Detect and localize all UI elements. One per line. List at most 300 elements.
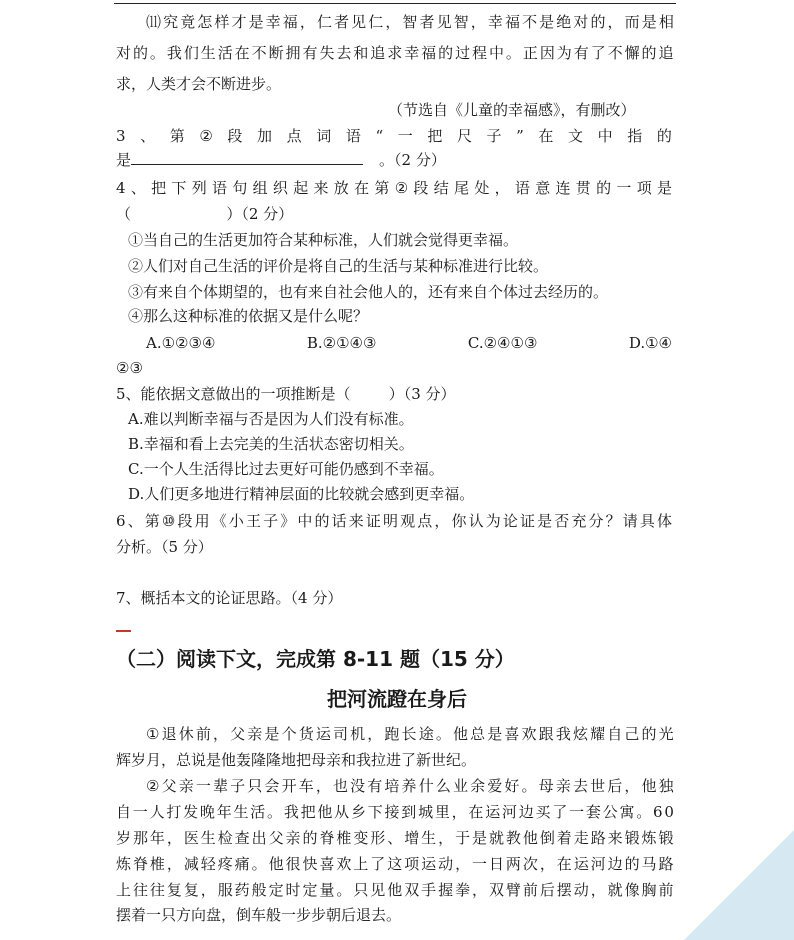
char: 椎	[336, 829, 352, 847]
char: 下	[367, 803, 383, 821]
char: 把	[300, 803, 316, 821]
q3-token: 第	[169, 127, 185, 145]
char: 段	[177, 512, 193, 530]
q3-token: 加	[257, 127, 273, 145]
char: 这	[387, 855, 403, 873]
char: 业	[452, 777, 468, 795]
char: 话	[331, 512, 347, 530]
q3-token: 中	[597, 127, 613, 145]
char: 检	[217, 829, 233, 847]
char: 很	[285, 855, 301, 873]
char: 是	[641, 13, 657, 31]
char: 那	[132, 829, 148, 847]
char: 幸	[404, 44, 420, 62]
char: 晚	[199, 803, 215, 821]
char: 走	[573, 829, 589, 847]
char: 炼	[116, 855, 132, 873]
char: 休	[178, 725, 194, 743]
char: 年	[149, 829, 165, 847]
char: 他	[522, 829, 538, 847]
char: 买	[535, 803, 551, 821]
char: 王	[245, 512, 261, 530]
char: 论	[502, 512, 518, 530]
char: 、	[387, 829, 403, 847]
corner-decoration	[684, 830, 794, 940]
char: 余	[470, 777, 486, 795]
q4-option-d-wrap: ②③	[116, 359, 143, 377]
char: 臂	[505, 881, 521, 899]
char: 竟	[180, 13, 196, 31]
char: 了	[590, 44, 606, 62]
char: 好	[504, 777, 520, 795]
char: 我	[283, 803, 299, 821]
char: 明	[382, 512, 398, 530]
q3-score: 。（2 分）	[379, 151, 446, 169]
char: 。	[336, 881, 352, 899]
char: 。	[267, 803, 283, 821]
char: ，	[590, 881, 606, 899]
char: 幸	[265, 13, 281, 31]
char: 锻	[624, 829, 640, 847]
char: 养	[401, 777, 417, 795]
char: 一	[195, 777, 211, 795]
char: 查	[234, 829, 250, 847]
char: 正	[522, 44, 538, 62]
char: 机	[350, 725, 366, 743]
q3-token: “	[375, 127, 384, 145]
char: 对	[573, 13, 589, 31]
char: 怎	[197, 13, 213, 31]
char: 点	[417, 512, 433, 530]
char: 边	[607, 855, 623, 873]
char: 他	[641, 777, 657, 795]
char: 里	[434, 803, 450, 821]
char: 去	[336, 44, 352, 62]
char: 。	[435, 725, 451, 743]
char: 前	[522, 881, 538, 899]
char: 活	[217, 44, 233, 62]
q4-option-b[interactable]: B.②①④③	[306, 334, 377, 352]
char: 己	[624, 725, 640, 743]
char: 的	[624, 855, 640, 873]
char: 长	[401, 725, 417, 743]
char: ，	[434, 512, 450, 530]
char: 前	[195, 725, 211, 743]
char: 对	[116, 44, 132, 62]
char: 会	[264, 777, 280, 795]
section-2-heading: （二）阅读下文，完成第 8-11 题（15 分）	[116, 647, 515, 671]
q3-token: 指	[627, 127, 643, 145]
q3-token: 词	[316, 127, 332, 145]
char: 服	[217, 881, 233, 899]
char: 样	[214, 13, 230, 31]
q4-sentence-4: ④那么这种标准的依据又是什么呢？	[128, 307, 369, 325]
char: 。	[149, 44, 165, 62]
q3-token: 点	[286, 127, 302, 145]
char: 程	[472, 44, 488, 62]
q3-token: 语	[345, 127, 361, 145]
char: 于	[455, 829, 471, 847]
char: 过	[455, 44, 471, 62]
char: 炫	[572, 725, 588, 743]
article-line-6	[116, 854, 674, 874]
char: 变	[353, 829, 369, 847]
char: 0	[664, 803, 674, 821]
char: 亲	[285, 829, 301, 847]
char: 开	[281, 777, 297, 795]
q5-option-b[interactable]: B.幸福和看上去完美的生活状态密切相关。	[128, 435, 414, 453]
char: 见	[436, 13, 452, 31]
char: ，	[470, 13, 486, 31]
char: 培	[384, 777, 400, 795]
char: 智	[453, 13, 469, 31]
char: 者	[334, 13, 350, 31]
char: 光	[658, 725, 674, 743]
source-citation: （节选自《儿童的幸福感》，有删改）	[388, 101, 636, 119]
char: 年	[216, 803, 232, 821]
char: 是	[656, 179, 672, 197]
char: 。	[636, 803, 652, 821]
char: 不	[607, 44, 623, 62]
char: 》	[280, 512, 296, 530]
char: 量	[319, 881, 335, 899]
article-line-5	[116, 828, 674, 848]
char: 项	[404, 855, 420, 873]
char: 见	[351, 13, 367, 31]
char: 贯	[575, 179, 591, 197]
question-3-line-1	[116, 126, 672, 146]
char: 证	[365, 512, 381, 530]
char: 自	[116, 803, 132, 821]
char: 6	[653, 803, 663, 821]
char: 胸	[641, 881, 657, 899]
char: 究	[163, 13, 179, 31]
char: 动	[438, 855, 454, 873]
char: 炼	[641, 829, 657, 847]
char: 运	[485, 803, 501, 821]
q3-token: 把	[427, 127, 443, 145]
char: 了	[552, 803, 568, 821]
q3-prefix: 是	[116, 151, 132, 169]
char: 马	[641, 855, 657, 873]
char: ⑾	[146, 13, 162, 31]
red-mark	[116, 630, 131, 632]
char: 福	[504, 13, 520, 31]
char: 织	[272, 179, 288, 197]
char: 懈	[624, 44, 640, 62]
char: 倒	[539, 829, 555, 847]
char: ？	[605, 512, 621, 530]
char: 到	[401, 803, 417, 821]
char: 司	[332, 725, 348, 743]
char: 列	[191, 179, 207, 197]
char: 们	[183, 44, 199, 62]
char: 亲	[555, 777, 571, 795]
char: 生	[421, 829, 437, 847]
article-line-7	[116, 880, 674, 900]
char: ，	[299, 13, 315, 31]
article-line-2: 辉岁月，总说是他轰隆隆地把母亲和我拉进了新世纪。	[116, 751, 477, 769]
char: 请	[622, 512, 638, 530]
char: 智	[402, 13, 418, 31]
char: 爱	[487, 777, 503, 795]
char: 意	[535, 179, 551, 197]
char: 轻	[200, 855, 216, 873]
article-title: 把河流蹬在身后	[327, 687, 467, 711]
char: 母	[538, 777, 554, 795]
q3-token: 、	[140, 127, 156, 145]
char: 福	[282, 13, 298, 31]
char: 断	[268, 44, 284, 62]
char: 我	[555, 725, 571, 743]
char: 后	[539, 881, 555, 899]
q3-token: 的	[656, 127, 672, 145]
char: ，	[539, 855, 555, 873]
char: ，	[367, 725, 383, 743]
char: 上	[353, 855, 369, 873]
char: 两	[505, 855, 521, 873]
char: 出	[251, 829, 267, 847]
char: 和	[353, 44, 369, 62]
char: 打	[166, 803, 182, 821]
char: 他	[452, 725, 468, 743]
q5-option-a[interactable]: A.难以判断幸福与否是因为人们没有标准。	[128, 410, 414, 428]
q4-sentence-3: ③有来自个体期望的，也有来自社会他人的，还有来自个体过去经历的。	[128, 283, 609, 301]
char: 一	[569, 803, 585, 821]
char: 只	[353, 881, 369, 899]
char: 组	[252, 179, 268, 197]
char: 为	[556, 44, 572, 62]
char: 处	[474, 179, 490, 197]
char: 上	[116, 881, 132, 899]
char: 退	[161, 725, 177, 743]
char: 像	[624, 881, 640, 899]
char: 套	[585, 803, 601, 821]
char: 求	[387, 44, 403, 62]
char: 活	[250, 803, 266, 821]
char: 后	[607, 777, 623, 795]
char: ①	[146, 725, 160, 743]
char: 往	[149, 881, 165, 899]
char: 总	[470, 725, 486, 743]
char: 增	[404, 829, 420, 847]
q3-token: 段	[227, 127, 243, 145]
char: 也	[332, 777, 348, 795]
char: 跑	[384, 725, 400, 743]
char: 。	[251, 855, 267, 873]
char: ，	[607, 13, 623, 31]
char: 父	[230, 725, 246, 743]
char: ，	[438, 829, 454, 847]
char: 时	[285, 881, 301, 899]
char: ，	[455, 855, 471, 873]
char: 什	[418, 777, 434, 795]
q5-option-c[interactable]: C.一个人生活得比过去更好可能仍感到不幸福。	[128, 460, 444, 478]
q3-token: ”	[516, 127, 524, 145]
char: 不	[522, 13, 538, 31]
q5-option-d[interactable]: D.人们更多地进行精神层面的比较就会感到更幸福。	[128, 485, 475, 503]
question-5-stem: 5、能依据文意做出的一项推断是（ ）（3 分）	[116, 385, 456, 403]
char: 。	[505, 44, 521, 62]
char: 才	[231, 13, 247, 31]
char: 把	[151, 179, 167, 197]
char: 中	[488, 44, 504, 62]
q4-option-d[interactable]: D.①④	[628, 334, 672, 352]
char: 生	[200, 829, 216, 847]
char: 河	[590, 855, 606, 873]
char: 语	[212, 179, 228, 197]
passage-line-1	[146, 12, 674, 32]
char: 因	[539, 44, 555, 62]
q3-token: 在	[538, 127, 554, 145]
char: 在	[468, 803, 484, 821]
char: 有	[302, 44, 318, 62]
passage-line-2	[116, 43, 674, 63]
char: 亲	[247, 725, 263, 743]
char: 就	[607, 881, 623, 899]
char: 充	[571, 512, 587, 530]
char: 个	[281, 725, 297, 743]
char: 《	[211, 512, 227, 530]
char: 定	[268, 881, 284, 899]
q3-token: 3	[116, 127, 126, 145]
char: 结	[433, 179, 449, 197]
char: 摆	[556, 881, 572, 899]
char: 小	[228, 512, 244, 530]
answer-blank[interactable]	[131, 150, 363, 165]
char: 没	[350, 777, 366, 795]
top-rule	[114, 3, 676, 4]
char: 来	[313, 179, 329, 197]
char: 在	[354, 179, 370, 197]
char: 认	[468, 512, 484, 530]
article-line-1	[146, 724, 674, 744]
char: 世	[590, 777, 606, 795]
char: 见	[370, 881, 386, 899]
char: 是	[248, 13, 264, 31]
char: 形	[370, 829, 386, 847]
char: 仁	[316, 13, 332, 31]
char: 前	[658, 881, 674, 899]
char: 他	[268, 855, 284, 873]
char: 快	[302, 855, 318, 873]
char: ②	[146, 777, 160, 795]
char: 么	[435, 777, 451, 795]
char: 复	[183, 881, 199, 899]
question-7: 7、概括本文的论证思路。（4 分）	[116, 589, 343, 607]
char: 否	[554, 512, 570, 530]
char: 起	[293, 179, 309, 197]
char: 。	[521, 777, 537, 795]
char: 的	[641, 44, 657, 62]
char: ，	[200, 881, 216, 899]
passage-line-3: 求，人类才会不断进步。	[116, 75, 282, 93]
char: 日	[488, 855, 504, 873]
char: 独	[658, 777, 674, 795]
char: 他	[317, 803, 333, 821]
char: 去	[572, 777, 588, 795]
char: 路	[658, 855, 674, 873]
char: 生	[200, 44, 216, 62]
char: 证	[519, 512, 535, 530]
question-6-line-2: 分析。（5 分）	[116, 538, 213, 556]
char: 追	[370, 44, 386, 62]
char: 子	[230, 777, 246, 795]
char: 往	[132, 881, 148, 899]
q3-token: 尺	[456, 127, 472, 145]
char: 动	[573, 881, 589, 899]
char: 河	[501, 803, 517, 821]
char: 连	[555, 179, 571, 197]
char: 的	[590, 13, 606, 31]
char: ，	[624, 777, 640, 795]
char: ，	[494, 179, 510, 197]
char: 、	[130, 179, 146, 197]
char: 仁	[368, 13, 384, 31]
char: 椎	[149, 855, 165, 873]
char: 幸	[487, 13, 503, 31]
char: 欢	[521, 725, 537, 743]
char: 来	[607, 829, 623, 847]
char: 欢	[336, 855, 352, 873]
char: 有	[573, 44, 589, 62]
char: 一	[472, 855, 488, 873]
char: ，	[213, 725, 229, 743]
char: 段	[413, 179, 429, 197]
q3-token: 文	[568, 127, 584, 145]
char: 疼	[217, 855, 233, 873]
char: 拳	[455, 881, 471, 899]
q4-option-c[interactable]: C.②④①③	[467, 334, 538, 352]
char: 着	[556, 829, 572, 847]
char: 语	[514, 179, 530, 197]
char: 般	[251, 881, 267, 899]
char: 具	[639, 512, 655, 530]
article-line-8: 摆着一只方向盘，倒车般一步步朝后退去。	[116, 906, 402, 924]
char: 寓	[619, 803, 635, 821]
char: 相	[658, 13, 674, 31]
char: 人	[149, 803, 165, 821]
char: 次	[522, 855, 538, 873]
char: 子	[263, 512, 279, 530]
question-4-paren: （ ）（2 分）	[116, 205, 294, 223]
char: 脊	[132, 855, 148, 873]
char: 锻	[658, 829, 674, 847]
char: 途	[418, 725, 434, 743]
char: 的	[641, 725, 657, 743]
char: 放	[333, 179, 349, 197]
char: 的	[596, 179, 612, 197]
char: 接	[384, 803, 400, 821]
q3-token: ②	[199, 127, 213, 145]
char: 、	[127, 512, 143, 530]
char: 尾	[454, 179, 470, 197]
char: 教	[505, 829, 521, 847]
char: 观	[400, 512, 416, 530]
char: ②	[394, 179, 409, 197]
char: 者	[419, 13, 435, 31]
char: 在	[234, 44, 250, 62]
char: 一	[616, 179, 632, 197]
char: ，	[166, 855, 182, 873]
q4-option-a[interactable]: A.①②③④	[146, 334, 216, 352]
char: 父	[268, 829, 284, 847]
char: 来	[348, 512, 364, 530]
char: 了	[370, 855, 386, 873]
question-4-stem	[116, 178, 672, 198]
char: ⑩	[161, 512, 176, 530]
article-line-3	[146, 776, 674, 796]
